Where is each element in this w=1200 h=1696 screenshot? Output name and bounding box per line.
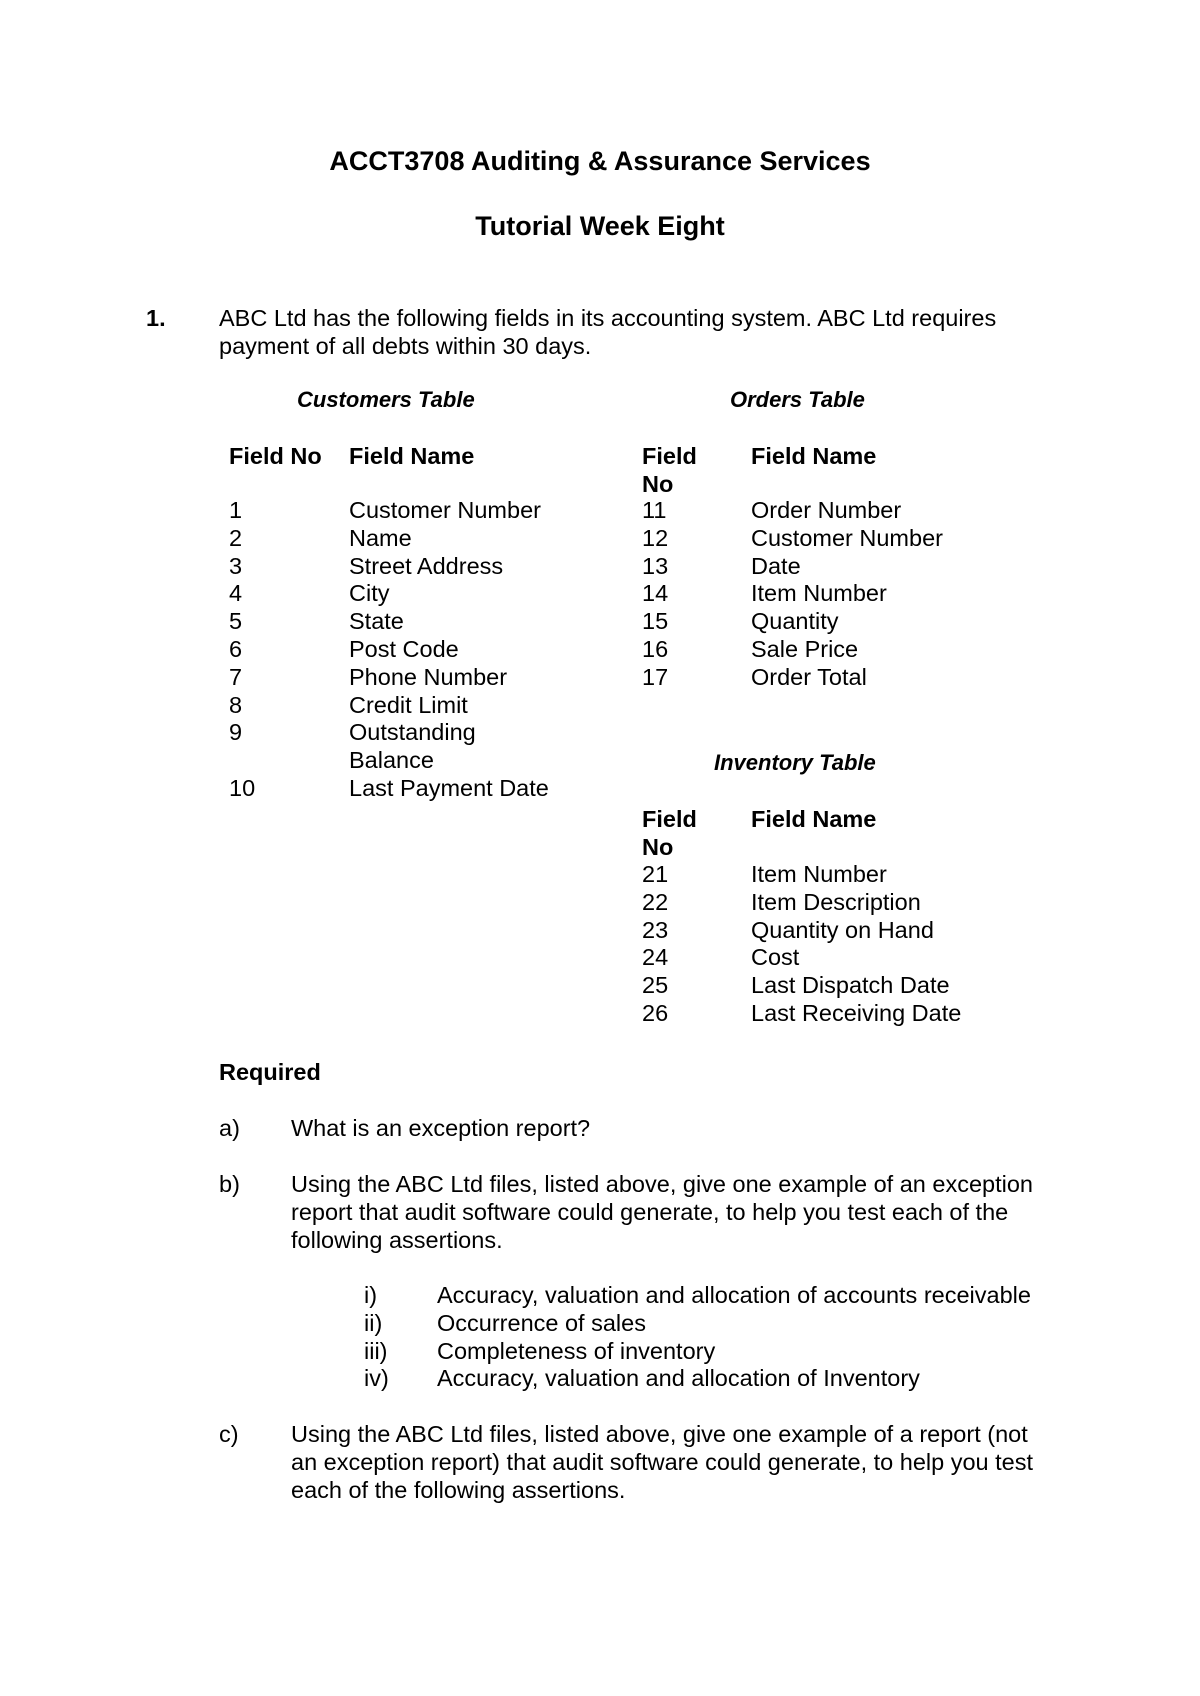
field-name: State (349, 608, 404, 635)
inventory-field-names (751, 861, 961, 1028)
field-name: Balance (349, 747, 434, 774)
part-b-line-1: Using the ABC Ltd files, listed above, give one example of an exception (291, 1171, 1034, 1197)
field-name: Street Address (349, 552, 504, 579)
page-subtitle: Tutorial Week Eight (475, 211, 725, 241)
field-number: 7 (229, 663, 243, 690)
inventory-field-numbers (642, 861, 668, 1028)
field-number: 6 (229, 635, 243, 662)
field-name: Customer Number (349, 497, 541, 523)
orders-col-field-no-1: Field (642, 443, 697, 469)
field-number: 1 (229, 497, 243, 523)
assertion-text: Accuracy, valuation and allocation of accounts receivable (437, 1282, 1031, 1308)
assertion-label: iii) (364, 1337, 388, 1364)
assertion-text: Occurrence of sales (437, 1309, 646, 1336)
part-b-item-texts (437, 1282, 1031, 1393)
part-c-line-3: each of the following assertions. (291, 1477, 626, 1503)
field-name: Post Code (349, 635, 459, 662)
field-name: Item Number (751, 580, 887, 607)
question-text-line-2: payment of all debts within 30 days. (219, 333, 592, 359)
page-title: ACCT3708 Auditing & Assurance Services (329, 146, 871, 176)
field-name: Customer Number (751, 524, 943, 551)
field-number: 10 (229, 774, 256, 801)
field-name: Date (751, 552, 801, 579)
field-name: Phone Number (349, 663, 508, 690)
customers-col-field-name: Field Name (349, 443, 475, 469)
field-number: 9 (229, 719, 243, 746)
field-name: Quantity (751, 608, 839, 635)
field-number: 11 (642, 497, 667, 523)
assertion-label: iv) (364, 1365, 389, 1392)
customers-field-names (349, 497, 549, 803)
orders-col-field-no-2: No (642, 471, 674, 497)
orders-table-title: Orders Table (730, 387, 865, 412)
inventory-col-field-no-2: No (642, 834, 674, 860)
orders-field-numbers (642, 497, 668, 692)
field-number: 14 (642, 580, 669, 607)
question-number: 1. (146, 305, 166, 331)
part-b-line-3: following assertions. (291, 1227, 503, 1253)
inventory-table-title: Inventory Table (714, 750, 876, 775)
assertion-text: Accuracy, valuation and allocation of Inventory (437, 1365, 920, 1392)
question-text-line-1: ABC Ltd has the following fields in its accounting system. ABC Ltd requires (219, 305, 997, 331)
field-number: 8 (229, 691, 243, 718)
field-number: 24 (642, 944, 669, 971)
part-a-label: a) (219, 1115, 240, 1141)
field-name: Item Description (751, 888, 921, 915)
field-name: Order Total (751, 663, 867, 690)
part-c-line-2: an exception report) that audit software could generate, to help you test (291, 1449, 1034, 1475)
field-name: Outstanding (349, 719, 476, 746)
field-number: 25 (642, 972, 669, 999)
field-name: Last Payment Date (349, 774, 549, 801)
field-name: Last Dispatch Date (751, 972, 950, 999)
required-heading: Required (219, 1059, 321, 1085)
field-number: 16 (642, 635, 669, 662)
orders-col-field-name: Field Name (751, 443, 877, 469)
part-c-label: c) (219, 1421, 239, 1447)
customers-table-title: Customers Table (297, 387, 475, 412)
field-name: Last Receiving Date (751, 999, 962, 1026)
field-number: 17 (642, 663, 669, 690)
field-number: 23 (642, 916, 669, 943)
part-a-text: What is an exception report? (291, 1115, 591, 1141)
part-b-item-labels (364, 1282, 389, 1393)
field-number: 26 (642, 999, 669, 1026)
field-number: 3 (229, 552, 243, 579)
inventory-col-field-name: Field Name (751, 806, 877, 832)
inventory-col-field-no-1: Field (642, 806, 697, 832)
part-c-line-1: Using the ABC Ltd files, listed above, give one example of a report (not (291, 1421, 1028, 1447)
field-name: Name (349, 524, 412, 551)
field-name: Item Number (751, 861, 887, 887)
part-b-label: b) (219, 1171, 240, 1197)
field-name: Cost (751, 944, 800, 971)
field-name: Credit Limit (349, 691, 468, 718)
field-name: City (349, 580, 390, 607)
field-number: 4 (229, 580, 243, 607)
field-number (229, 747, 255, 775)
assertion-label: i) (364, 1282, 378, 1308)
field-number: 2 (229, 524, 243, 551)
field-number: 12 (642, 524, 669, 551)
field-number: 21 (642, 861, 669, 887)
field-number: 5 (229, 608, 243, 635)
assertion-label: ii) (364, 1309, 383, 1336)
orders-field-names (751, 497, 943, 692)
field-name: Quantity on Hand (751, 916, 934, 943)
assertion-text: Completeness of inventory (437, 1337, 716, 1364)
field-name: Sale Price (751, 635, 859, 662)
field-number: 15 (642, 608, 669, 635)
customers-field-numbers (229, 497, 255, 803)
field-name: Order Number (751, 497, 902, 523)
field-number: 22 (642, 888, 669, 915)
field-number: 13 (642, 552, 669, 579)
part-b-line-2: report that audit software could generate, to help you test each of the (291, 1199, 1009, 1225)
customers-col-field-no: Field No (229, 443, 322, 469)
